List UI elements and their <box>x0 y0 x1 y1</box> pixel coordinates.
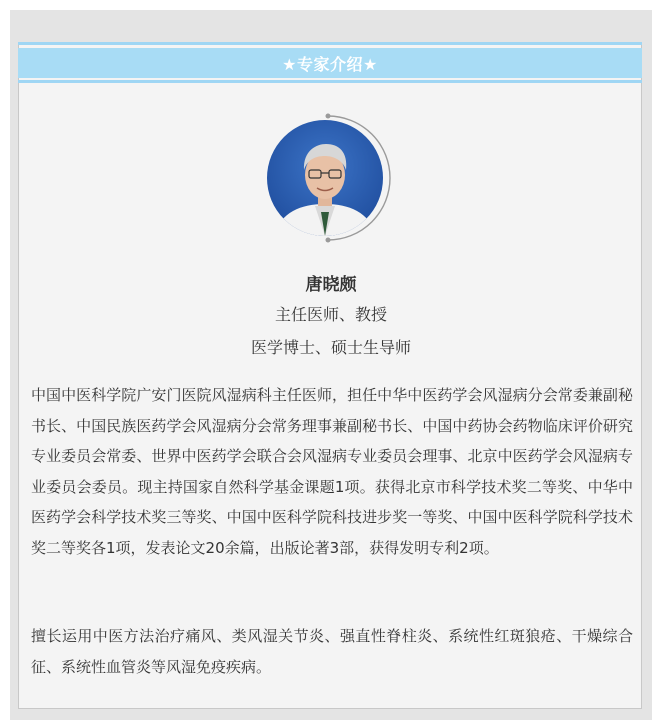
expert-specialty: 擅长运用中医方法治疗痛风、类风湿关节炎、强直性脊柱炎、系统性红斑狼疮、干燥综合征、系统性血管炎等风湿免疫疾病。 <box>31 627 633 676</box>
avatar-frame <box>262 112 402 252</box>
header-divider-bottom <box>18 80 642 83</box>
expert-bio: 中国中医科学院广安门医院风湿病科主任医师，担任中华中医药学会风湿病分会常委兼副秘书长、中国民族医药学会风湿病分会常务理事兼副秘书长、中国中药协会药物临床评价研究专业委员会常委、世界中医药学会联合会风湿病专业委员会理事、北京中医药学会风湿病专业委员会委员。现主持国家自然科学基金课题1项。获得北京市科学技术奖二等奖、中华中医药学会科学技术奖三等奖、中国中医科学院科技进步奖一等奖、中国中医科学院科学技术奖二等奖各1项，发表论文20余篇，出版论著3部，获得发明专利2项。 <box>31 386 633 557</box>
portrait-image <box>267 120 383 236</box>
expert-title-line1: 主任医师、教授 <box>274 305 387 324</box>
expert-title-line2: 医学博士、硕士生导师 <box>250 338 411 357</box>
expert-photo <box>267 120 383 236</box>
section-header <box>18 42 642 83</box>
section-title: ★专家介绍★ <box>18 48 642 78</box>
expert-name: 唐晓颇 <box>305 275 357 295</box>
header-divider-top <box>18 42 642 45</box>
